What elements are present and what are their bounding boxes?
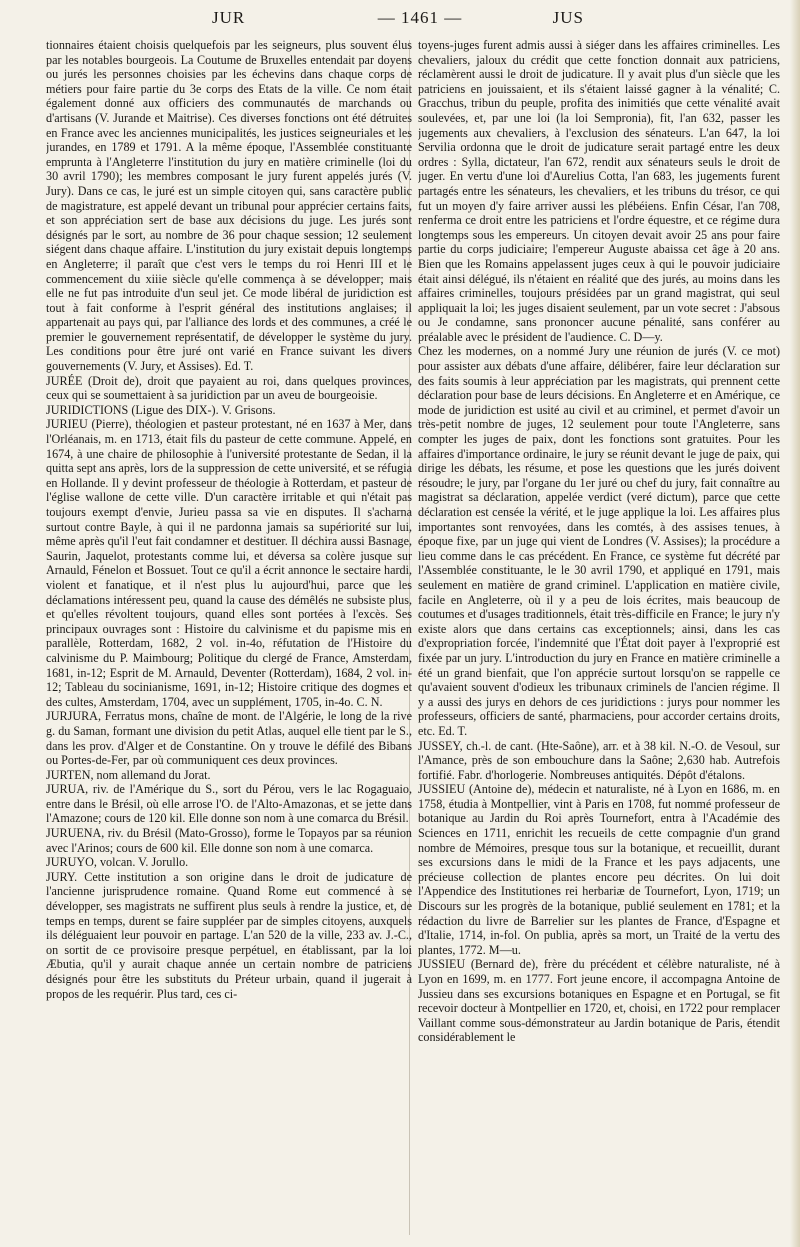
entry-paragraph: JURIEU (Pierre), théologien et pasteur protestant, né en 1637 à Mer, dans l'Orléanais, m. en 1713, était fils du pasteur de cette commune. Appelé, en 1674, à une chaire de philosophie à l'université protestante de Sedan, il la quitta sept ans après, lors de la suppression de cette université, et se réfugia en Hollande. Il y devint professeur de théologie à Rotterdam, et pasteur de l'église wallone de cette ville. D'un caractère irritable et qui n'était pas toujours exempt d'envie, Jurieu passa sa vie en disputes. Il s'acharna surtout contre Bayle, à qui il ne pardonna jamais sa supériorité sur lui, même après qu'il l'eut fait condamner et destituer. Il déchira aussi Basnage, Saurin, Jaquelot, protestants comme lui, et déversa sa colère jusque sur Arnauld, Fénelon et Bossuet. Tout ce qu'il a écrit annonce le sectaire hardi, violent et fanatique, et il n'est plus lu aujourd'hui, parce que les déclamations intéressent peu, quand la cause des démêlés ne subsiste plus, et qu'elles révoltent toujours, quand elles sont portées à l'excès. Ses principaux ouvrages sont : Histoire du calvinisme et du papisme mis en parallèle, Rotterdam, 1682, 2 vol. in-4o, réfutation de l'Histoire du calvinisme du P. Maimbourg; Politique du clergé de France, Amsterdam, 1681, in-12; Esprit de M. Arnauld, Deventer (Rotterdam), 1684, 2 vol. in-12; Tableau du socinianisme, 1691, in-12; Histoire critique des dogmes et des cultes, Amsterdam, 1704, avec un supplément, 1705, in-4o. C. N. <box>46 417 412 709</box>
right-column <box>418 38 780 1238</box>
entry-paragraph: JURIDICTIONS (Ligue des DIX-). V. Grisons. <box>46 402 276 417</box>
entry-paragraph: JURTEN, nom allemand du Jorat. <box>46 767 211 782</box>
entry-paragraph: Chez les modernes, on a nommé Jury une réunion de jurés (V. ce mot) pour assister aux débats d'une affaire, délibérer, faire leur déclaration sur des faits soumis à leur appréciation par les magistrats, qui prennent cette déclaration pour base de leurs décisions. En Angleterre et en Amérique, ce mode de juridiction est usité au civil et au criminel, et permet d'avoir un très-petit nombre de juges, 12 seulement pour toute l'Angleterre, sans compter les juges de paix, dont les fonctions sont gratuites. Pour les affaires d'importance ordinaire, le jury se réunit devant le juge de paix, qui dirige les débats, les résume, et pose les questions que les jurés doivent résoudre; le jury, par l'organe du 1er juré ou chef du jury, fait connaître au magistrat sa déclaration, appelée verdict (veré dictum), parce que cette déclaration est censée la vérité, et le juge applique la loi. Les affaires plus importantes sont renvoyées, dans les comtés, à des assises tenues, à époque fixe, par un juge qui vient de Londres (V. Assises); la procédure a lieu comme dans le cas précédent. En France, ce système fut décrété par l'Assemblée constituante, le le 30 avril 1790, et appliqué en 1791, mais seulement en matière de grand criminel. L'application en matière civile, facile en Angleterre, où il y a peu de lois écrites, mais beaucoup de coutumes et d'usages traditionnels, était très-difficile en France; le jury n'y existe alors que dans certains cas exceptionnels; ainsi, dans les cas d'expropriation forcée, l'indemnité que l'État doit payer à l'exproprié est fixée par un jury. L'introduction du jury en France en matière criminelle a été un grand bienfait, que l'on apprécie surtout lorsqu'on se rappelle ce qu'avaient souvent d'odieux les tribunaux criminels de l'ancien régime. Il y a aussi des jurys en dehors de ces juridictions : jurys pour nommer les professeurs, officiers de santé, pharmaciens, pour accorder certains droits, etc. Ed. T. <box>418 344 780 738</box>
entry-paragraph: JURUA, riv. de l'Amérique du S., sort du Pérou, vers le lac Rogaguaio, entre dans le Brésil, où elle arrose l'O. de l'Alto-Amazonas, et se jette dans l'Amazone; cours de 120 kil. Elle donne son nom à une comarca du Brésil. <box>46 782 412 826</box>
running-header <box>40 8 772 36</box>
entry-paragraph: JUSSIEU (Antoine de), médecin et naturaliste, né à Lyon en 1686, m. en 1758, étudia à Montpellier, vint à Paris en 1708, fut nommé professeur de botanique au Jardin du Roi après Tournefort, entra à l'Académie des Sciences en 1711, enrichit les recueils de cette compagnie d'un grand nombre de Mémoires, presque tous sur la botanique, et recueillit, durant ses excursions dans le midi de la France et les pays adjacents, une précieuse collection de plantes encore peu décrites. On lui doit l'Appendice des Institutiones rei herbariæ de Tournefort, Lyon, 1719; un Discours sur les progrès de la botanique, publié seulement en 1781; et la rédaction du livre de Barrelier sur les plantes de France, d'Espagne et d'Italie, 1714, in-fol. On publia, après sa mort, un Traité de la vertu des plantes, 1772. M—u. <box>418 782 780 957</box>
entry-paragraph: JUSSIEU (Bernard de), frère du précédent et célèbre naturaliste, né à Lyon en 1699, m. en 1777. Fort jeune encore, il accompagna Antoine de Jussieu dans ses excursions botaniques en Espagne et en Portugal, se fit recevoir docteur à Montpellier en 1720, et, choisi, en 1722 pour remplacer Vaillant comme sous-démonstrateur au Jardin botanique de Paris, étendit considérablement le <box>418 957 780 1045</box>
entry-paragraph: JURJURA, Ferratus mons, chaîne de mont. de l'Algérie, le long de la rive g. du Saman, formant une division du petit Atlas, auquel elle tient par le S., dans les prov. d'Alger et de Constantine. On y trouve le défilé des Bibans ou Portes-de-Fer, par où communiquent ces deux provinces. <box>46 709 412 768</box>
page-edge <box>790 0 800 1247</box>
entry-paragraph: tionnaires étaient choisis quelquefois par les seigneurs, plus souvent élus par les notables bourgeois. La Coutume de Bruxelles entendait par doyens ou jurés les personnes choisies par les échevins dans chaque corps de métiers pour faire partie du 3e corps des Etats de la ville. Ce nom était également donné aux officiers des communautés de marchands ou d'artisans (V. Jurande et Maitrise). Ces diverses fonctions ont été détruites en France avec les anciennes municipalités, les justices seigneuriales et les jurandes, en 1789 et 1791. A la même époque, l'Assemblée constituante emprunta à l'Angleterre l'institution du jury en matière criminelle (loi du 30 avril 1790); les membres composant le jury furent appelés jurés (V. Jury). Dans ce cas, le juré est un simple citoyen qui, sans caractère public de magistrature, est appelé devant un tribunal pour apprécier certains faits, et son appréciation sert de base aux décisions du juge. Les jurés sont désignés par le sort, au nombre de 36 pour chaque session; 12 seulement siégent dans chaque affaire. L'institution du jury existait depuis longtemps en Angleterre; il paraît que c'est vers le temps du roi Henri III et le commencement du xiiie siècle qu'elle commença à se développer; mais elle ne fut pas introduite d'un seul jet. Ce mode libéral de juridiction est tout à fait conforme à l'esprit général des institutions anglaises; il appartenait au pays qui, par l'alliance des lords et des communes, a créé le premier le gouvernement représentatif, de développer le système du jury. Les conditions pour être juré ont varié en France suivant les divers gouvernements (V. Jury, et Assises). Ed. T. <box>46 38 412 374</box>
entry-paragraph: JURY. Cette institution a son origine dans le droit de judicature de l'ancienne jurisprudence romaine. Quand Rome eut commencé à se développer, ses magistrats ne suffirent plus seuls à rendre la justice, et, de temps en temps, durent se faire suppléer par de simples citoyens, auxquels ils déléguaient leur pouvoir en partage. L'an 520 de la ville, 233 av. J.-C., on sortit de ce provisoire presque perpétuel, en établissant, par la loi Æbutia, qu'il y aurait chaque année un certain nombre de patriciens désignés pour être les substituts du Préteur urbain, quand il jugerait à propos de les requérir. Plus tard, ces ci- <box>46 869 412 1001</box>
page-number: — 1461 — <box>377 8 463 27</box>
header-right-keyword: JUS <box>552 8 584 27</box>
entry-paragraph: JURÉE (Droit de), droit que payaient au roi, dans quelques provinces, ceux qui se soumettaient à sa juridiction par un aveu de bourgeoisie. <box>46 373 412 403</box>
entry-paragraph: JURUYO, volcan. V. Jorullo. <box>46 855 189 870</box>
header-left-keyword: JUR <box>212 8 246 27</box>
entry-paragraph: toyens-juges furent admis aussi à siéger dans les affaires criminelles. Les chevaliers, jaloux du crédit que cette fonction donnait aux patriciens, réclamèrent aussi le droit de judicature. Il y avait plus d'un siècle que les patriciens en jouissaient, et ils s'étaient laissé gagner à la vénalité; C. Gracchus, tribun du peuple, profita des inimitiés que cette vénalité avait soulevées, et, par une loi (la loi Sempronia), fit, l'an 632, passer les jugements aux chevaliers, à l'exclusion des sénateurs. L'an 647, la loi Servilia ordonna que le droit de judicature serait partagé entre les deux ordres : Sylla, dictateur, l'an 672, rendit aux sénateurs seuls le droit de juger. En vertu d'une loi d'Aurelius Cotta, l'an 683, les jugements furent partagés entre les sénateurs, les chevaliers, et les tribuns du trésor, ce qui fut un moyen d'y faire arriver aussi les plébéiens. Enfin César, l'an 708, renferma ce droit entre les patriciens et l'ordre équestre, et ce régime dura longtemps sous les empereurs. Un citoyen devait avoir 25 ans pour faire partie du corps judiciaire; l'empereur Auguste abaissa cet âge à 20 ans. Bien que les Romains appelassent juges ceux à qui le pouvoir judiciaire était ainsi délégué, ils n'étaient en réalité que des jurés, au moins dans les affaires criminelles, toujours présidées par un grand magistrat, qui seul appliquait la loi; les juges disaient seulement, par un vote secret : J'absous ou Je condamne, sans prononcer aucune pénalité, sans conférer au préalable avec le président de l'audience. C. D—y. <box>418 38 780 344</box>
entry-paragraph: JURUENA, riv. du Brésil (Mato-Grosso), forme le Topayos par sa réunion avec l'Arinos; cours de 600 kil. Elle donne son nom à une comarca. <box>46 826 412 855</box>
left-column <box>46 38 412 1238</box>
entry-paragraph: JUSSEY, ch.-l. de cant. (Hte-Saône), arr. et à 38 kil. N.-O. de Vesoul, sur l'Amance, près de son embouchure dans la Saône; 2,630 hab. Autrefois fortifié. Fabr. d'horlogerie. Nombreuses antiquités. Dépôt d'étalons. <box>418 738 780 782</box>
